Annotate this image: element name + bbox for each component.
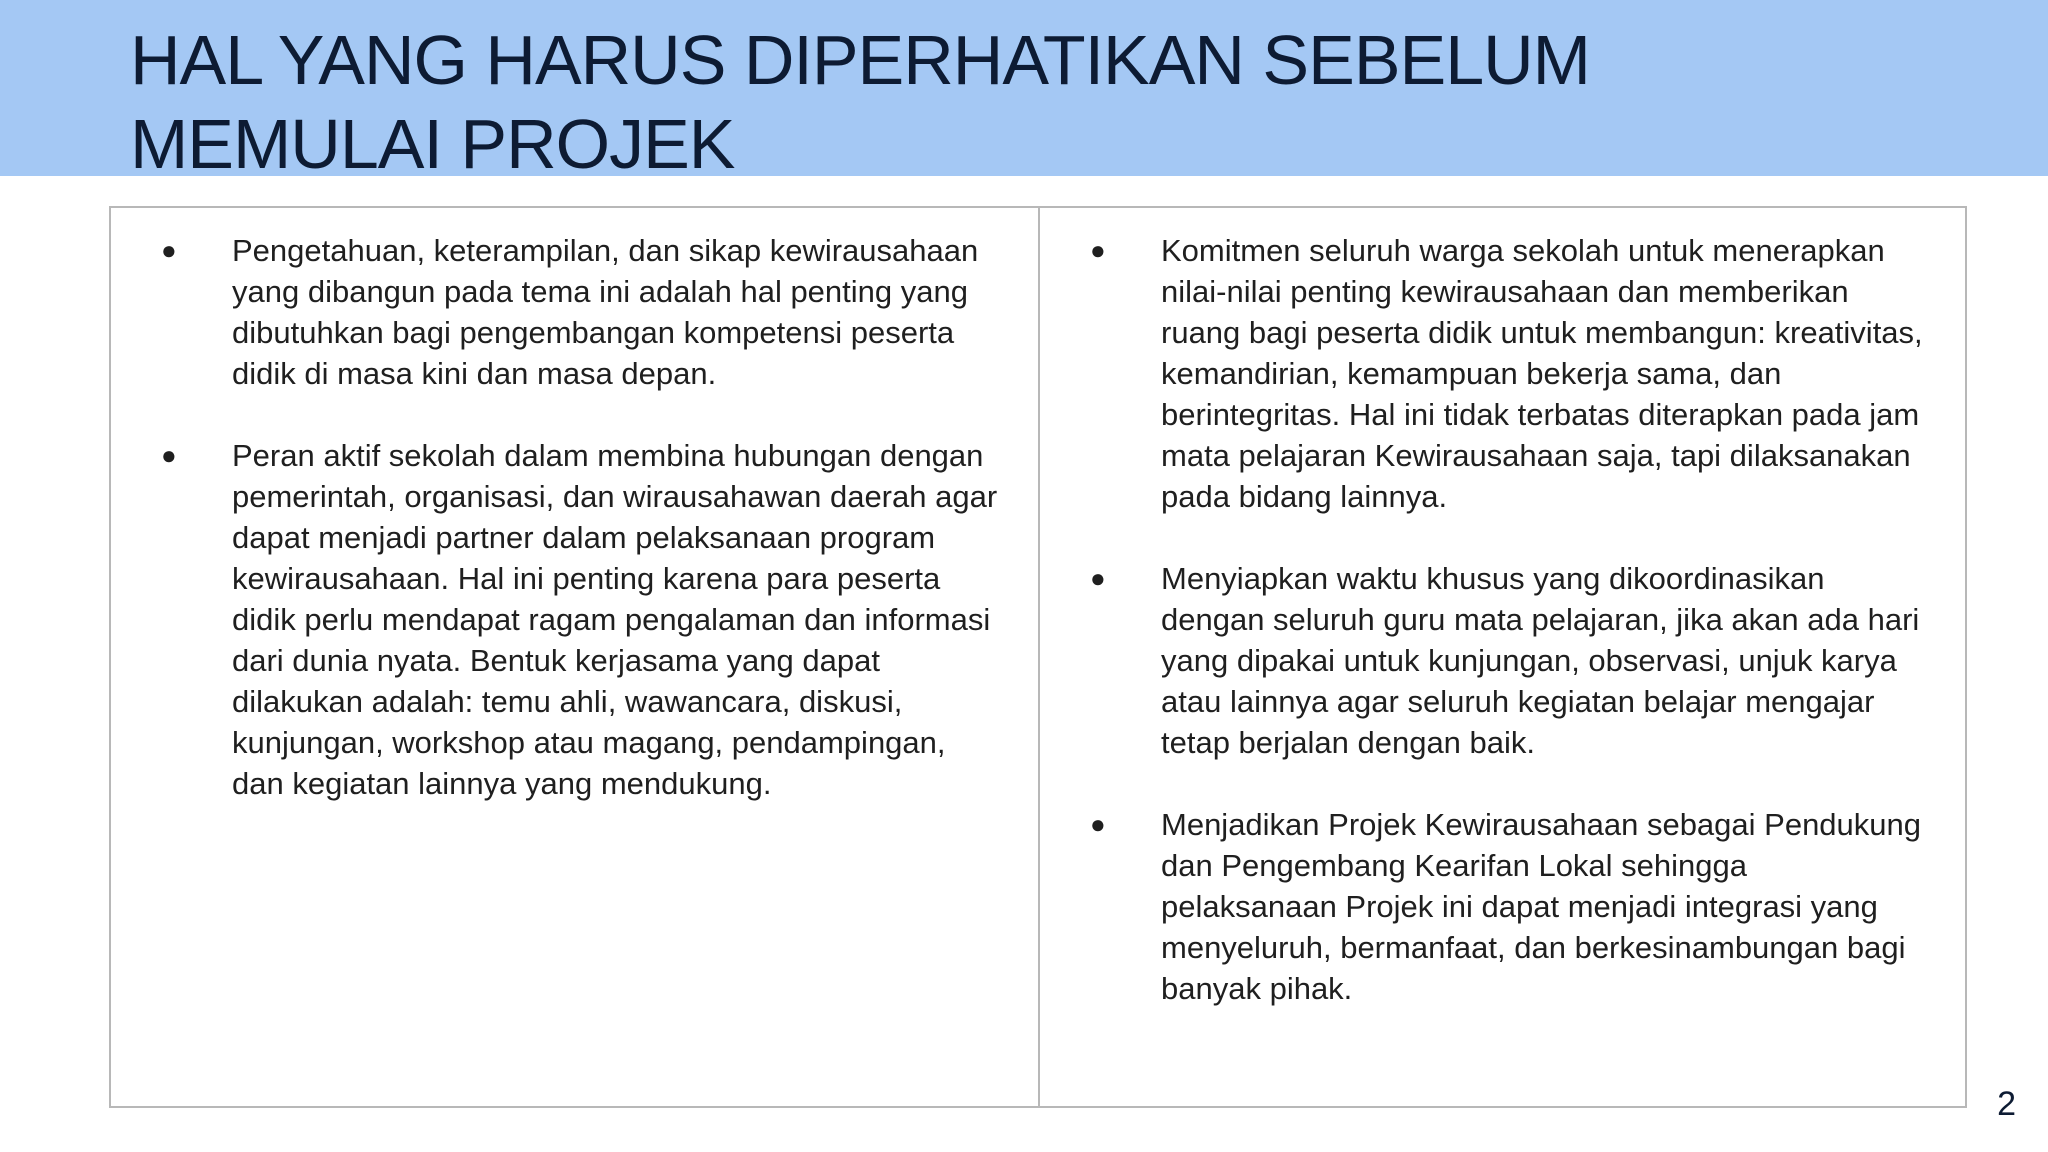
bullet-icon: ●: [161, 235, 177, 265]
list-item-text: Komitmen seluruh warga sekolah untuk menerapkan nilai-nilai penting kewirausahaan dan memberikan ruang bagi peserta didik untuk membangun: kreativitas, kemandirian, kemampuan bekerja sama, dan berintegritas. Hal ini tidak terbatas diterapkan pada jam mata pelajaran Kewirausahaan saja, tapi dilaksanakan pada bidang lainnya.: [1161, 233, 1923, 514]
list-item-text: Peran aktif sekolah dalam membina hubungan dengan pemerintah, organisasi, dan wirausahawan daerah agar dapat menjadi partner dalam pelaksanaan program kewirausahaan. Hal ini penting karena para peserta didik perlu mendapat ragam pengalaman dan informasi dari dunia nyata. Bentuk kerjasama yang dapat dilakukan adalah: temu ahli, wawancara, diskusi, kunjungan, workshop atau magang, pendampingan, dan kegiatan lainnya yang mendukung.: [232, 438, 998, 801]
right-column: [1040, 208, 1965, 1106]
left-column: [111, 208, 1040, 1106]
list-item: [111, 435, 998, 804]
list-item: [111, 230, 998, 394]
bullet-icon: ●: [1090, 563, 1106, 593]
list-item-text: Pengetahuan, keterampilan, dan sikap kewirausahaan yang dibangun pada tema ini adalah hal penting yang dibutuhkan bagi pengembangan kompetensi peserta didik di masa kini dan masa depan.: [232, 233, 979, 391]
list-item-text: Menyiapkan waktu khusus yang dikoordinasikan dengan seluruh guru mata pelajaran, jika akan ada hari yang dipakai untuk kunjungan, observasi, unjuk karya atau lainnya agar seluruh kegiatan belajar mengajar tetap berjalan dengan baik.: [1161, 561, 1920, 760]
bullet-icon: ●: [1090, 809, 1106, 839]
page-number: 2: [1997, 1085, 2016, 1123]
list-item: [1040, 230, 1929, 517]
right-bullet-list: [1040, 230, 1929, 1009]
bullet-icon: ●: [1090, 235, 1106, 265]
list-item: [1040, 558, 1929, 763]
content-table: [109, 206, 1967, 1108]
bullet-icon: ●: [161, 440, 177, 470]
left-bullet-list: [111, 230, 998, 804]
list-item: [1040, 804, 1929, 1009]
list-item-text: Menjadikan Projek Kewirausahaan sebagai Pendukung dan Pengembang Kearifan Lokal sehingga pelaksanaan Projek ini dapat menjadi integrasi yang menyeluruh, bermanfaat, dan berkesinambungan bagi banyak pihak.: [1161, 807, 1922, 1006]
slide-title: HAL YANG HARUS DIPERHATIKAN SEBELUM MEMULAI PROJEK: [130, 21, 1590, 183]
